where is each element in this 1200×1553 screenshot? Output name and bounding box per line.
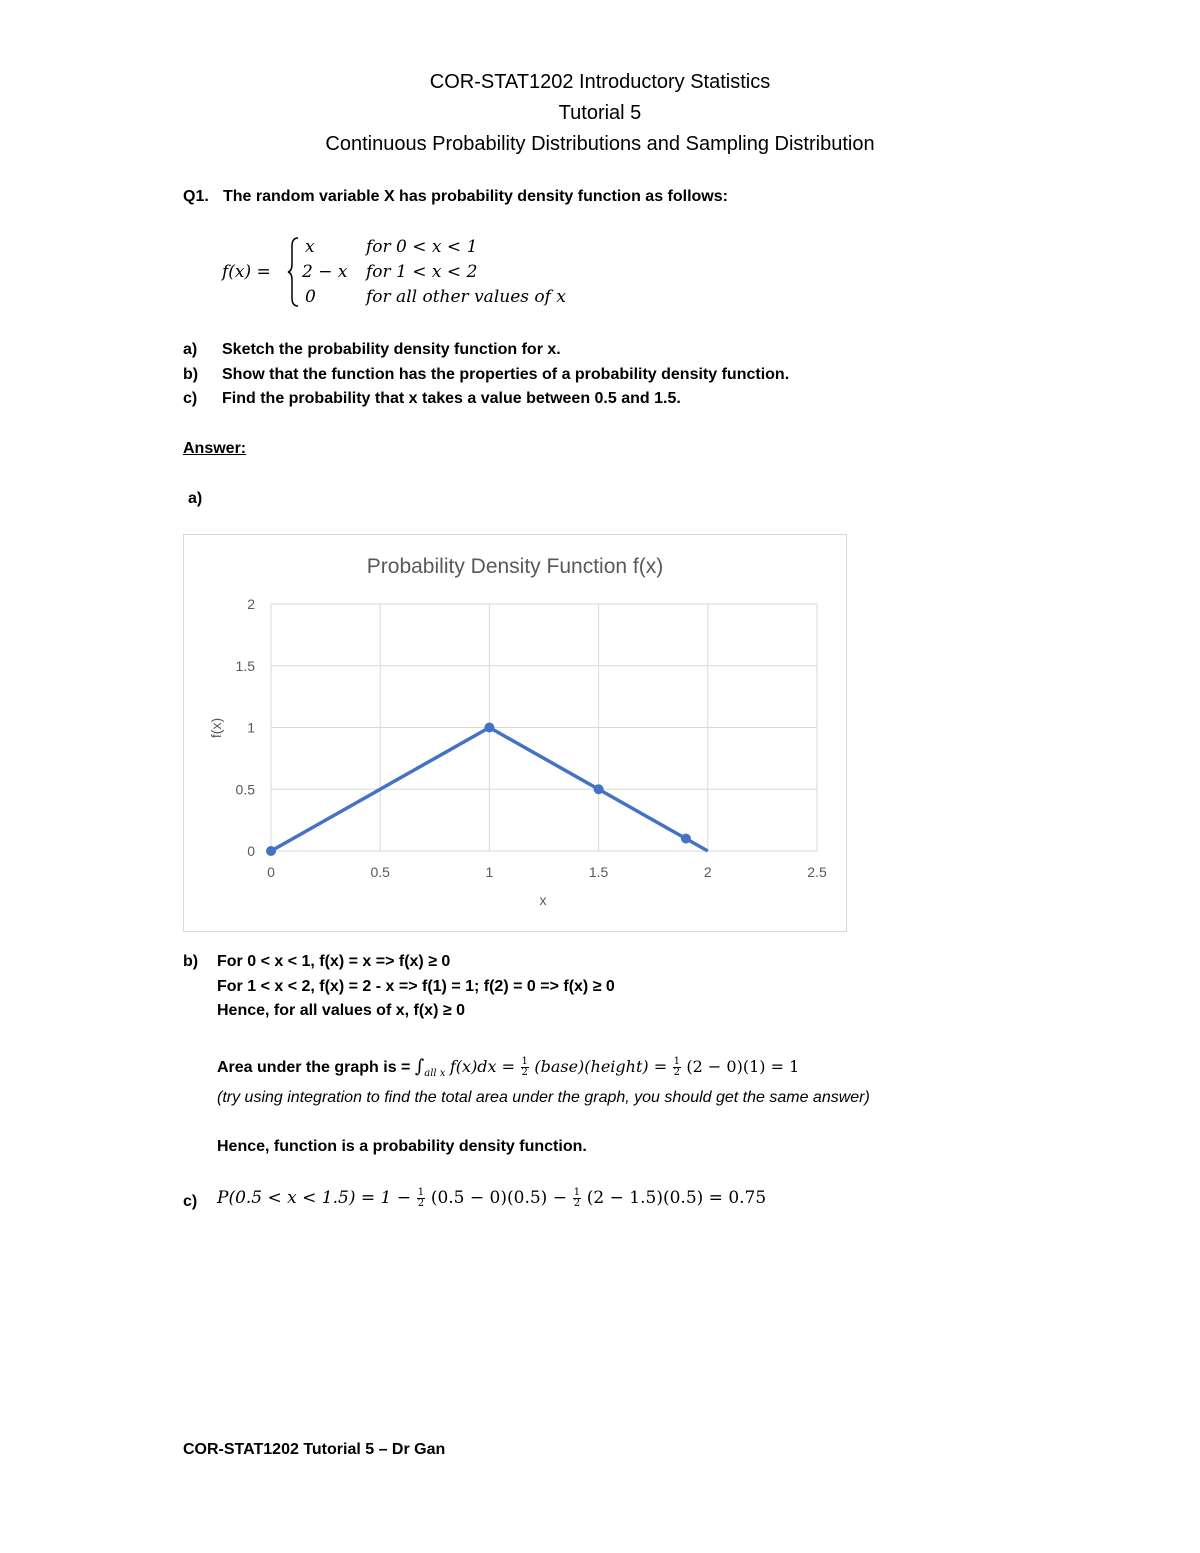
answer-heading: Answer:	[183, 440, 247, 457]
half-fraction-2: $\frac{1}{2}$	[673, 1056, 680, 1079]
answer-a-label: a)	[188, 490, 203, 507]
x-tick-label: 1	[485, 864, 494, 880]
case-2-cond: for 1 < x < 2	[366, 262, 478, 282]
b-line-1: For 0 < x < 1, f(x) = x => f(x) ≥ 0	[217, 953, 451, 970]
c-part-3: (2 − 1.5)(0.5) = 0.75	[586, 1188, 767, 1208]
fx-lhs: f(x) =	[222, 262, 271, 282]
answer-c-label: c)	[183, 1193, 198, 1210]
case-2-expr: 2 − x	[302, 262, 348, 282]
left-brace-icon	[287, 236, 301, 308]
integration-hint: (try using integration to find the total area under the graph, you should get the same answer)	[217, 1089, 870, 1106]
data-point	[484, 723, 494, 733]
q1-label: Q1.	[183, 188, 209, 205]
area-prefix: Area under the graph is =	[217, 1059, 411, 1076]
part-c-text: Find the probability that x takes a value between 0.5 and 1.5.	[222, 390, 681, 407]
tutorial-number: Tutorial 5	[558, 102, 642, 124]
x-tick-label: 0.5	[370, 864, 390, 880]
x-tick-label: 2	[703, 864, 712, 880]
integral-sign: ∫	[414, 1056, 425, 1077]
part-b-label: b)	[183, 366, 199, 383]
course-title: COR-STAT1202 Introductory Statistics	[429, 71, 771, 93]
page-footer: COR-STAT1202 Tutorial 5 – Dr Gan	[183, 1441, 446, 1458]
x-tick-label: 1.5	[588, 864, 609, 880]
x-tick-label: 2.5	[807, 864, 827, 880]
b-line-2: For 1 < x < 2, f(x) = 2 - x => f(1) = 1; f(2) = 0 => f(x) ≥ 0	[217, 978, 615, 995]
x-tick-label: 0	[267, 864, 275, 880]
q1-text: The random variable X has probability density function as follows:	[223, 188, 728, 205]
case-3-cond: for all other values of x	[366, 287, 566, 307]
y-tick-label: 1.5	[235, 657, 255, 674]
data-point	[681, 834, 691, 844]
b-line-3: Hence, for all values of x, f(x) ≥ 0	[217, 1002, 465, 1019]
y-tick-label: 0	[247, 843, 255, 859]
pdf-chart-svg	[184, 535, 846, 931]
case-3-expr: 0	[305, 287, 316, 307]
pdf-chart	[183, 534, 847, 932]
integral-subscript: all x	[424, 1068, 446, 1080]
answer-b-label: b)	[183, 953, 199, 970]
half-fraction-1: $\frac{1}{2}$	[521, 1056, 528, 1079]
y-axis-label: f(x)	[208, 717, 224, 739]
c-part-2: (0.5 − 0)(0.5) −	[430, 1188, 567, 1208]
area-expr-1: f(x)dx =	[449, 1057, 516, 1076]
probability-equation	[217, 1188, 766, 1209]
data-point	[594, 784, 604, 794]
y-tick-label: 0.5	[235, 781, 255, 798]
case-1-expr: x	[305, 237, 315, 257]
chart-title: Probability Density Function f(x)	[366, 555, 664, 578]
part-a-text: Sketch the probability density function for x.	[222, 341, 561, 358]
pdf-conclusion: Hence, function is a probability density function.	[217, 1138, 587, 1155]
case-1-cond: for 0 < x < 1	[366, 237, 478, 257]
area-expr-2: (base)(height) =	[534, 1057, 668, 1076]
area-expr-3: (2 − 0)(1) = 1	[686, 1057, 800, 1076]
part-c-label: c)	[183, 390, 198, 407]
y-tick-label: 2	[247, 596, 255, 612]
c-part-1: P(0.5 < x < 1.5) = 1 −	[217, 1188, 411, 1208]
y-tick-label: 1	[247, 719, 255, 736]
tutorial-topic: Continuous Probability Distributions and Sampling Distribution	[325, 133, 875, 155]
half-fraction-3: $\frac{1}{2}$	[417, 1187, 425, 1210]
half-fraction-4: $\frac{1}{2}$	[573, 1187, 581, 1210]
area-equation	[217, 1056, 799, 1079]
part-a-label: a)	[183, 341, 198, 358]
x-axis-label: x	[539, 892, 547, 908]
part-b-text: Show that the function has the properties of a probability density function.	[222, 366, 790, 383]
data-point	[266, 846, 276, 856]
